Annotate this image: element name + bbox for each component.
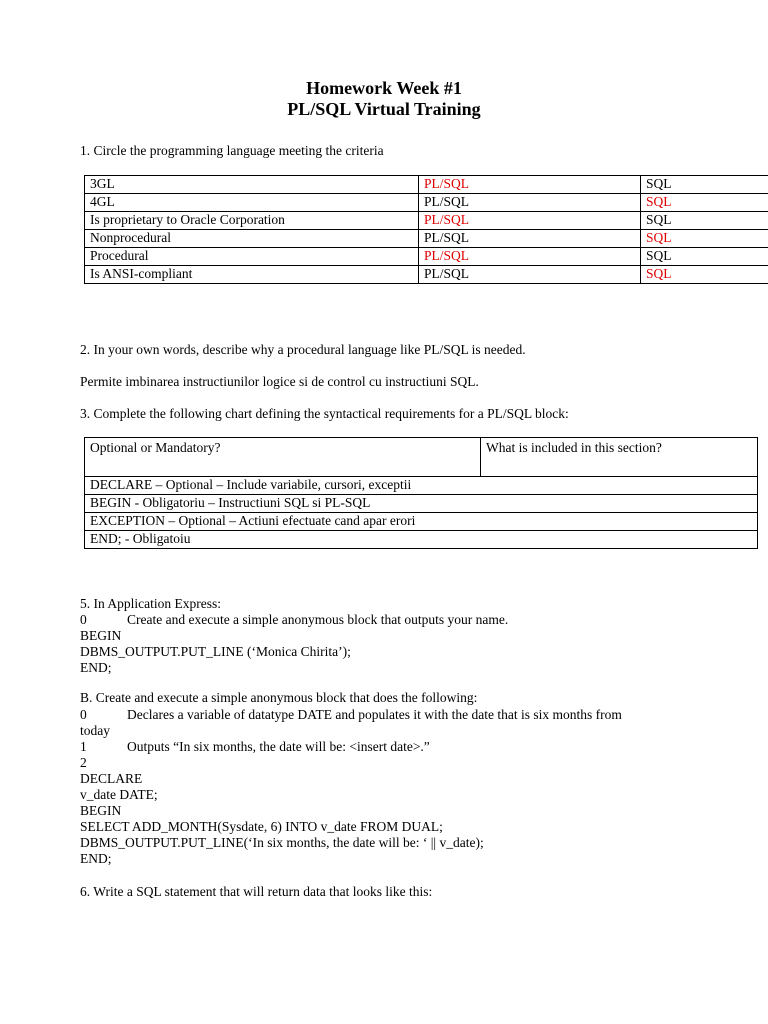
q2-prompt: 2. In your own words, describe why a procedural language like PL/SQL is needed. [80,342,526,357]
q1-criteria-cell: Procedural [85,248,419,266]
q1-row [85,176,768,194]
q1-criteria-cell: Is ANSI-compliant [85,266,419,284]
title-line-2: PL/SQL Virtual Training [287,99,481,119]
q6-prompt: 6. Write a SQL statement that will return data that looks like this: [80,884,433,899]
q5-heading: 5. In Application Express: [80,596,221,611]
q3-row-cell: END; - Obligatoiu [85,531,758,549]
q5-item0-text: Create and execute a simple anonymous block that outputs your name. [127,612,509,627]
q5b-item0-text: Declares a variable of datatype DATE and populates it with the date that is six months from [127,707,622,722]
q1-plsql-cell: PL/SQL [419,194,641,212]
q5-code-b-line-5: DBMS_OUTPUT.PUT_LINE(‘In six months, the date will be: ‘ || v_date); [80,835,484,850]
q5b-heading: B. Create and execute a simple anonymous block that does the following: [80,690,478,705]
q1-plsql-cell: PL/SQL [419,176,641,194]
q3-row-cell: BEGIN - Obligatoriu – Instructiuni SQL si PL-SQL [85,495,758,513]
q1-criteria-table [84,175,768,284]
q5-code-b-line-6: END; [80,851,112,866]
q5-code-b-line-2: v_date DATE; [80,787,158,802]
q1-row [85,230,768,248]
q3-header-row [85,438,758,477]
q5b-item1-text: Outputs “In six months, the date will be: <insert date>.” [127,739,430,754]
q5-code-a-line-1: BEGIN [80,628,122,643]
q1-row [85,266,768,284]
q2-answer: Permite imbinarea instructiunilor logice si de control cu instructiuni SQL. [80,374,479,389]
q1-row [85,212,768,230]
q1-criteria-cell: 4GL [85,194,419,212]
q1-prompt: 1. Circle the programming language meeting the criteria [80,143,384,158]
q5-code-a-line-3: END; [80,660,112,675]
q3-header-col2: What is included in this section? [481,438,758,477]
q5-code-b-line-1: DECLARE [80,771,143,786]
q3-header-col1: Optional or Mandatory? [85,438,481,477]
q1-sql-cell: SQL [641,212,768,230]
q5-item0-num: 0 [80,612,87,627]
q3-row-cell: DECLARE – Optional – Include variabile, cursori, exceptii [85,477,758,495]
q3-row [85,513,758,531]
q1-criteria-cell: 3GL [85,176,419,194]
q1-sql-cell: SQL [641,230,768,248]
q1-criteria-cell: Nonprocedural [85,230,419,248]
q1-row [85,194,768,212]
title-line-1: Homework Week #1 [306,78,462,98]
q5b-item0-cont: today [80,723,110,738]
q1-sql-cell: SQL [641,248,768,266]
q3-row [85,531,758,549]
q3-prompt: 3. Complete the following chart defining the syntactical requirements for a PL/SQL block: [80,406,569,421]
q3-row [85,495,758,513]
q1-sql-cell: SQL [641,266,768,284]
q1-plsql-cell: PL/SQL [419,212,641,230]
q1-plsql-cell: PL/SQL [419,230,641,248]
q5-code-b-line-4: SELECT ADD_MONTH(Sysdate, 6) INTO v_date FROM DUAL; [80,819,443,834]
q1-plsql-cell: PL/SQL [419,248,641,266]
q1-sql-cell: SQL [641,176,768,194]
q5-code-b-line-3: BEGIN [80,803,122,818]
q1-plsql-cell: PL/SQL [419,266,641,284]
q5b-item2-num: 2 [80,755,87,770]
q1-sql-cell: SQL [641,194,768,212]
q1-row [85,248,768,266]
q5-code-a-line-2: DBMS_OUTPUT.PUT_LINE (‘Monica Chirita’); [80,644,351,659]
q1-criteria-cell: Is proprietary to Oracle Corporation [85,212,419,230]
q5b-item1-num: 1 [80,739,87,754]
q3-row [85,477,758,495]
q3-block-table [84,437,758,549]
q3-row-cell: EXCEPTION – Optional – Actiuni efectuate cand apar erori [85,513,758,531]
q5b-item0-num: 0 [80,707,87,722]
